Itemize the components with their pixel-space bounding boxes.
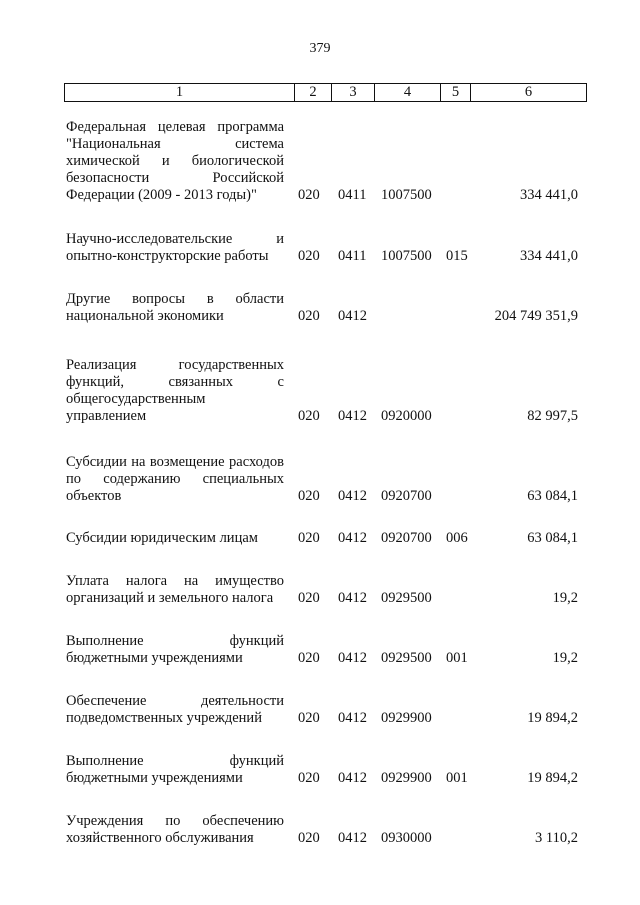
row-rzpr: 0412 (338, 830, 367, 846)
row-name: Субсидии юридическим лицам (66, 530, 258, 546)
column-header-6: 6 (471, 84, 587, 102)
row-rzpr: 0412 (338, 530, 367, 546)
row-csr: 0920000 (381, 408, 432, 424)
row-vr: 006 (446, 530, 468, 546)
row-grbs: 020 (298, 408, 320, 424)
column-header-4: 4 (375, 84, 441, 102)
page-number: 379 (309, 41, 331, 56)
row-csr: 1007500 (381, 187, 432, 203)
row-name: Другие вопросы в области национальной экономики (66, 291, 284, 324)
row-name: Учреждения по обеспечению хозяйственного обслуживания (66, 813, 284, 846)
row-name: Научно-исследовательские и опытно-конструкторские работы (66, 231, 284, 264)
row-sum: 3 110,2 (535, 830, 578, 846)
row-vr: 001 (446, 770, 468, 786)
row-grbs: 020 (298, 488, 320, 504)
row-grbs: 020 (298, 590, 320, 606)
row-grbs: 020 (298, 187, 320, 203)
row-grbs: 020 (298, 830, 320, 846)
row-csr: 0929500 (381, 650, 432, 666)
row-sum: 334 441,0 (520, 248, 578, 264)
column-header-1: 1 (65, 84, 295, 102)
row-sum: 204 749 351,9 (494, 308, 578, 324)
row-name: Реализация государственных функций, связанных с общегосударственным управлением (66, 357, 284, 424)
row-sum: 63 084,1 (527, 488, 578, 504)
row-rzpr: 0412 (338, 710, 367, 726)
row-csr: 0920700 (381, 488, 432, 504)
row-name: Выполнение функций бюджетными учреждениями (66, 633, 284, 666)
row-csr: 0929900 (381, 710, 432, 726)
row-csr: 0929900 (381, 770, 432, 786)
row-grbs: 020 (298, 770, 320, 786)
column-header-row (65, 84, 587, 102)
row-rzpr: 0412 (338, 408, 367, 424)
row-sum: 63 084,1 (527, 530, 578, 546)
row-csr: 0930000 (381, 830, 432, 846)
row-sum: 19 894,2 (527, 710, 578, 726)
column-header-2: 2 (295, 84, 332, 102)
column-header-3: 3 (332, 84, 375, 102)
row-csr: 1007500 (381, 248, 432, 264)
row-csr: 0929500 (381, 590, 432, 606)
row-name: Обеспечение деятельности подведомственных учреждений (66, 693, 284, 726)
row-csr: 0920700 (381, 530, 432, 546)
row-grbs: 020 (298, 308, 320, 324)
row-rzpr: 0412 (338, 650, 367, 666)
row-rzpr: 0411 (338, 248, 367, 264)
row-sum: 19,2 (552, 650, 578, 666)
row-grbs: 020 (298, 650, 320, 666)
row-grbs: 020 (298, 530, 320, 546)
row-name: Субсидии на возмещение расходов по содержанию специальных объектов (66, 454, 284, 504)
row-rzpr: 0412 (338, 590, 367, 606)
column-header-table (64, 83, 587, 102)
row-vr: 001 (446, 650, 468, 666)
row-sum: 19,2 (552, 590, 578, 606)
row-rzpr: 0412 (338, 308, 367, 324)
row-rzpr: 0411 (338, 187, 367, 203)
row-sum: 334 441,0 (520, 187, 578, 203)
row-sum: 82 997,5 (527, 408, 578, 424)
row-grbs: 020 (298, 248, 320, 264)
row-rzpr: 0412 (338, 488, 367, 504)
row-grbs: 020 (298, 710, 320, 726)
row-name: Федеральная целевая программа "Национальная система химической и биологической безопасности Российской Федерации (2009 - 2013 годы)" (66, 119, 284, 203)
row-vr: 015 (446, 248, 468, 264)
row-name: Выполнение функций бюджетными учреждениями (66, 753, 284, 786)
column-header-5: 5 (441, 84, 471, 102)
row-sum: 19 894,2 (527, 770, 578, 786)
row-name: Уплата налога на имущество организаций и земельного налога (66, 573, 284, 606)
row-rzpr: 0412 (338, 770, 367, 786)
